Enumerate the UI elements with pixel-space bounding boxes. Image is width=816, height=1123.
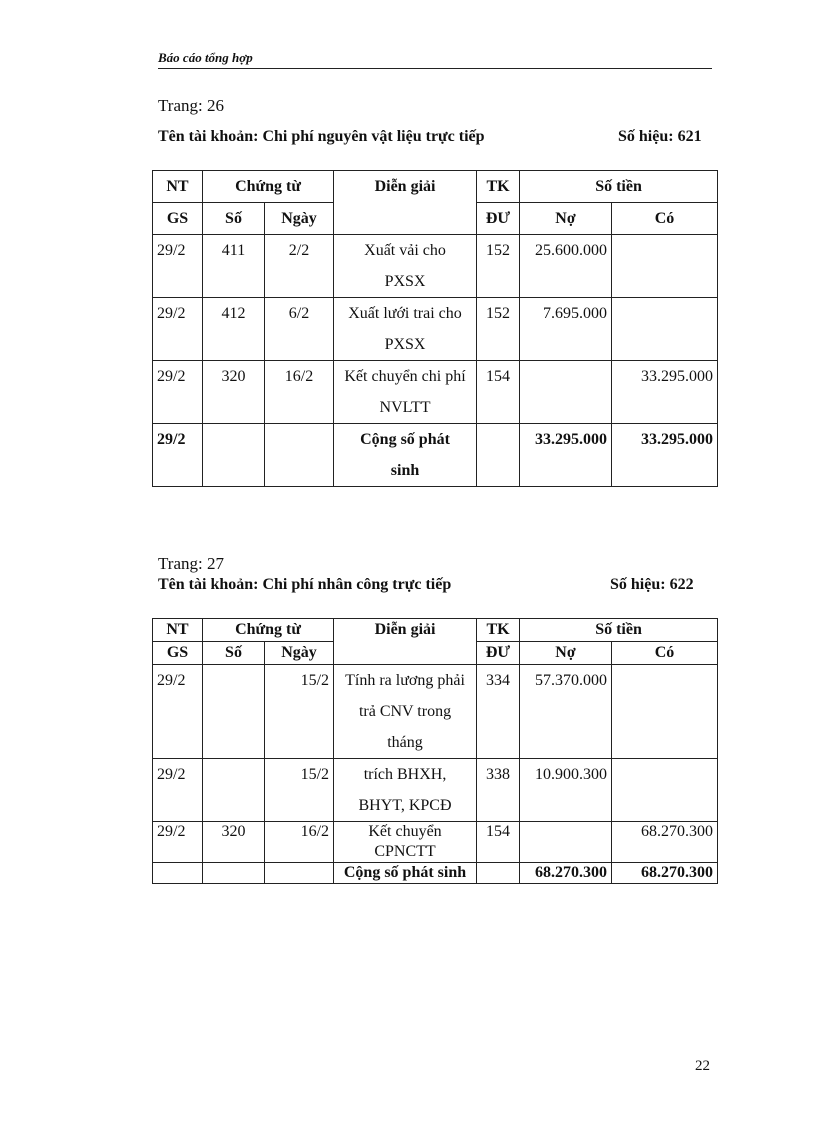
col-tk: TK [477, 171, 520, 203]
cell-ngay [265, 424, 334, 487]
cell-tk: 152 [477, 298, 520, 361]
cell-nt: 29/2 [153, 759, 203, 822]
cell-nt [153, 863, 203, 884]
total-row [153, 424, 718, 487]
cell-ngay [265, 863, 334, 884]
cell-tk [477, 424, 520, 487]
col-du: ĐƯ [477, 642, 520, 665]
total-row [153, 863, 718, 884]
desc-line: Kết chuyển chi phí [344, 368, 466, 385]
cell-co [612, 759, 718, 822]
account-name-621: Tên tài khoản: Chi phí nguyên vật liệu trực tiếp [158, 128, 485, 145]
header-row [153, 171, 718, 203]
col-nt: NT [153, 171, 203, 203]
cell-tk: 154 [477, 822, 520, 863]
cell-ngay: 16/2 [265, 822, 334, 863]
ledger-table-621 [152, 170, 718, 487]
cell-nt: 29/2 [153, 361, 203, 424]
desc-line: trích BHXH, [363, 766, 447, 783]
cell-nt: 29/2 [153, 424, 203, 487]
cell-dien-giai [334, 759, 477, 822]
page-header [158, 48, 712, 69]
ledger-table-622 [152, 618, 718, 884]
cell-ngay: 6/2 [265, 298, 334, 361]
cell-tk: 154 [477, 361, 520, 424]
desc-line: PXSX [384, 336, 426, 353]
cell-ngay: 15/2 [265, 759, 334, 822]
cell-dien-giai-total: Cộng số phát sinh [334, 863, 477, 884]
col-so-tien: Số tiền [520, 619, 718, 642]
desc-line: Xuất lưới trai cho [348, 305, 462, 322]
table-row [153, 665, 718, 759]
col-ngay: Ngày [265, 642, 334, 665]
col-co: Có [612, 203, 718, 235]
col-chung-tu: Chứng từ [203, 619, 334, 642]
desc-line: NVLTT [379, 399, 431, 416]
cell-ngay: 15/2 [265, 665, 334, 759]
col-so: Số [203, 642, 265, 665]
table-row [153, 235, 718, 298]
account-name-622: Tên tài khoản: Chi phí nhân công trực tiếp [158, 576, 452, 593]
page-label-26: Trang: 26 [158, 96, 224, 115]
desc-line: trả CNV trong [358, 703, 452, 720]
desc-line: Tính ra lương phải [345, 672, 465, 689]
page-number: 22 [695, 1058, 710, 1074]
cell-so: 320 [203, 822, 265, 863]
desc-line: tháng [387, 734, 423, 751]
cell-so: 320 [203, 361, 265, 424]
cell-co: 68.270.300 [612, 822, 718, 863]
col-no: Nợ [520, 203, 612, 235]
cell-tk: 334 [477, 665, 520, 759]
col-du: ĐƯ [477, 203, 520, 235]
desc-line: CPNCTT [374, 843, 436, 860]
desc-line: Xuất vải cho [364, 242, 446, 259]
cell-co: 33.295.000 [612, 361, 718, 424]
col-so-tien: Số tiền [520, 171, 718, 203]
cell-no [520, 822, 612, 863]
cell-tk [477, 863, 520, 884]
cell-no-total: 33.295.000 [520, 424, 612, 487]
cell-tk: 338 [477, 759, 520, 822]
col-ngay: Ngày [265, 203, 334, 235]
cell-dien-giai [334, 822, 477, 863]
cell-so: 411 [203, 235, 265, 298]
desc-line: Cộng số phát [360, 431, 450, 448]
table-row [153, 822, 718, 863]
col-no: Nợ [520, 642, 612, 665]
cell-co-total: 68.270.300 [612, 863, 718, 884]
header-row [153, 619, 718, 642]
table-row [153, 361, 718, 424]
cell-no [520, 361, 612, 424]
cell-no: 25.600.000 [520, 235, 612, 298]
table-row [153, 759, 718, 822]
desc-line: Kết chuyển [368, 823, 442, 840]
cell-co [612, 665, 718, 759]
cell-co [612, 298, 718, 361]
cell-no: 57.370.000 [520, 665, 612, 759]
col-dien-giai: Diễn giải [334, 619, 477, 665]
cell-dien-giai [334, 361, 477, 424]
cell-tk: 152 [477, 235, 520, 298]
cell-nt: 29/2 [153, 665, 203, 759]
desc-line: BHYT, KPCĐ [358, 797, 452, 814]
cell-co-total: 33.295.000 [612, 424, 718, 487]
cell-no-total: 68.270.300 [520, 863, 612, 884]
desc-line: sinh [390, 462, 420, 479]
cell-ngay: 16/2 [265, 361, 334, 424]
cell-nt: 29/2 [153, 235, 203, 298]
cell-nt: 29/2 [153, 298, 203, 361]
table-row [153, 298, 718, 361]
col-chung-tu: Chứng từ [203, 171, 334, 203]
col-tk: TK [477, 619, 520, 642]
account-code-621: Số hiệu: 621 [618, 128, 702, 145]
account-code-622: Số hiệu: 622 [610, 576, 694, 593]
col-co: Có [612, 642, 718, 665]
page-label-27: Trang: 27 [158, 554, 224, 573]
cell-dien-giai [334, 235, 477, 298]
col-gs: GS [153, 642, 203, 665]
cell-so [203, 863, 265, 884]
cell-so [203, 424, 265, 487]
cell-no: 7.695.000 [520, 298, 612, 361]
col-so: Số [203, 203, 265, 235]
cell-dien-giai [334, 298, 477, 361]
cell-so [203, 759, 265, 822]
header-title: Báo cáo tổng hợp [158, 50, 253, 65]
desc-line: PXSX [384, 273, 426, 290]
cell-so [203, 665, 265, 759]
cell-no: 10.900.300 [520, 759, 612, 822]
cell-ngay: 2/2 [265, 235, 334, 298]
cell-co [612, 235, 718, 298]
cell-so: 412 [203, 298, 265, 361]
cell-nt: 29/2 [153, 822, 203, 863]
col-nt: NT [153, 619, 203, 642]
cell-dien-giai [334, 665, 477, 759]
col-dien-giai: Diễn giải [334, 171, 477, 235]
cell-dien-giai [334, 424, 477, 487]
col-gs: GS [153, 203, 203, 235]
